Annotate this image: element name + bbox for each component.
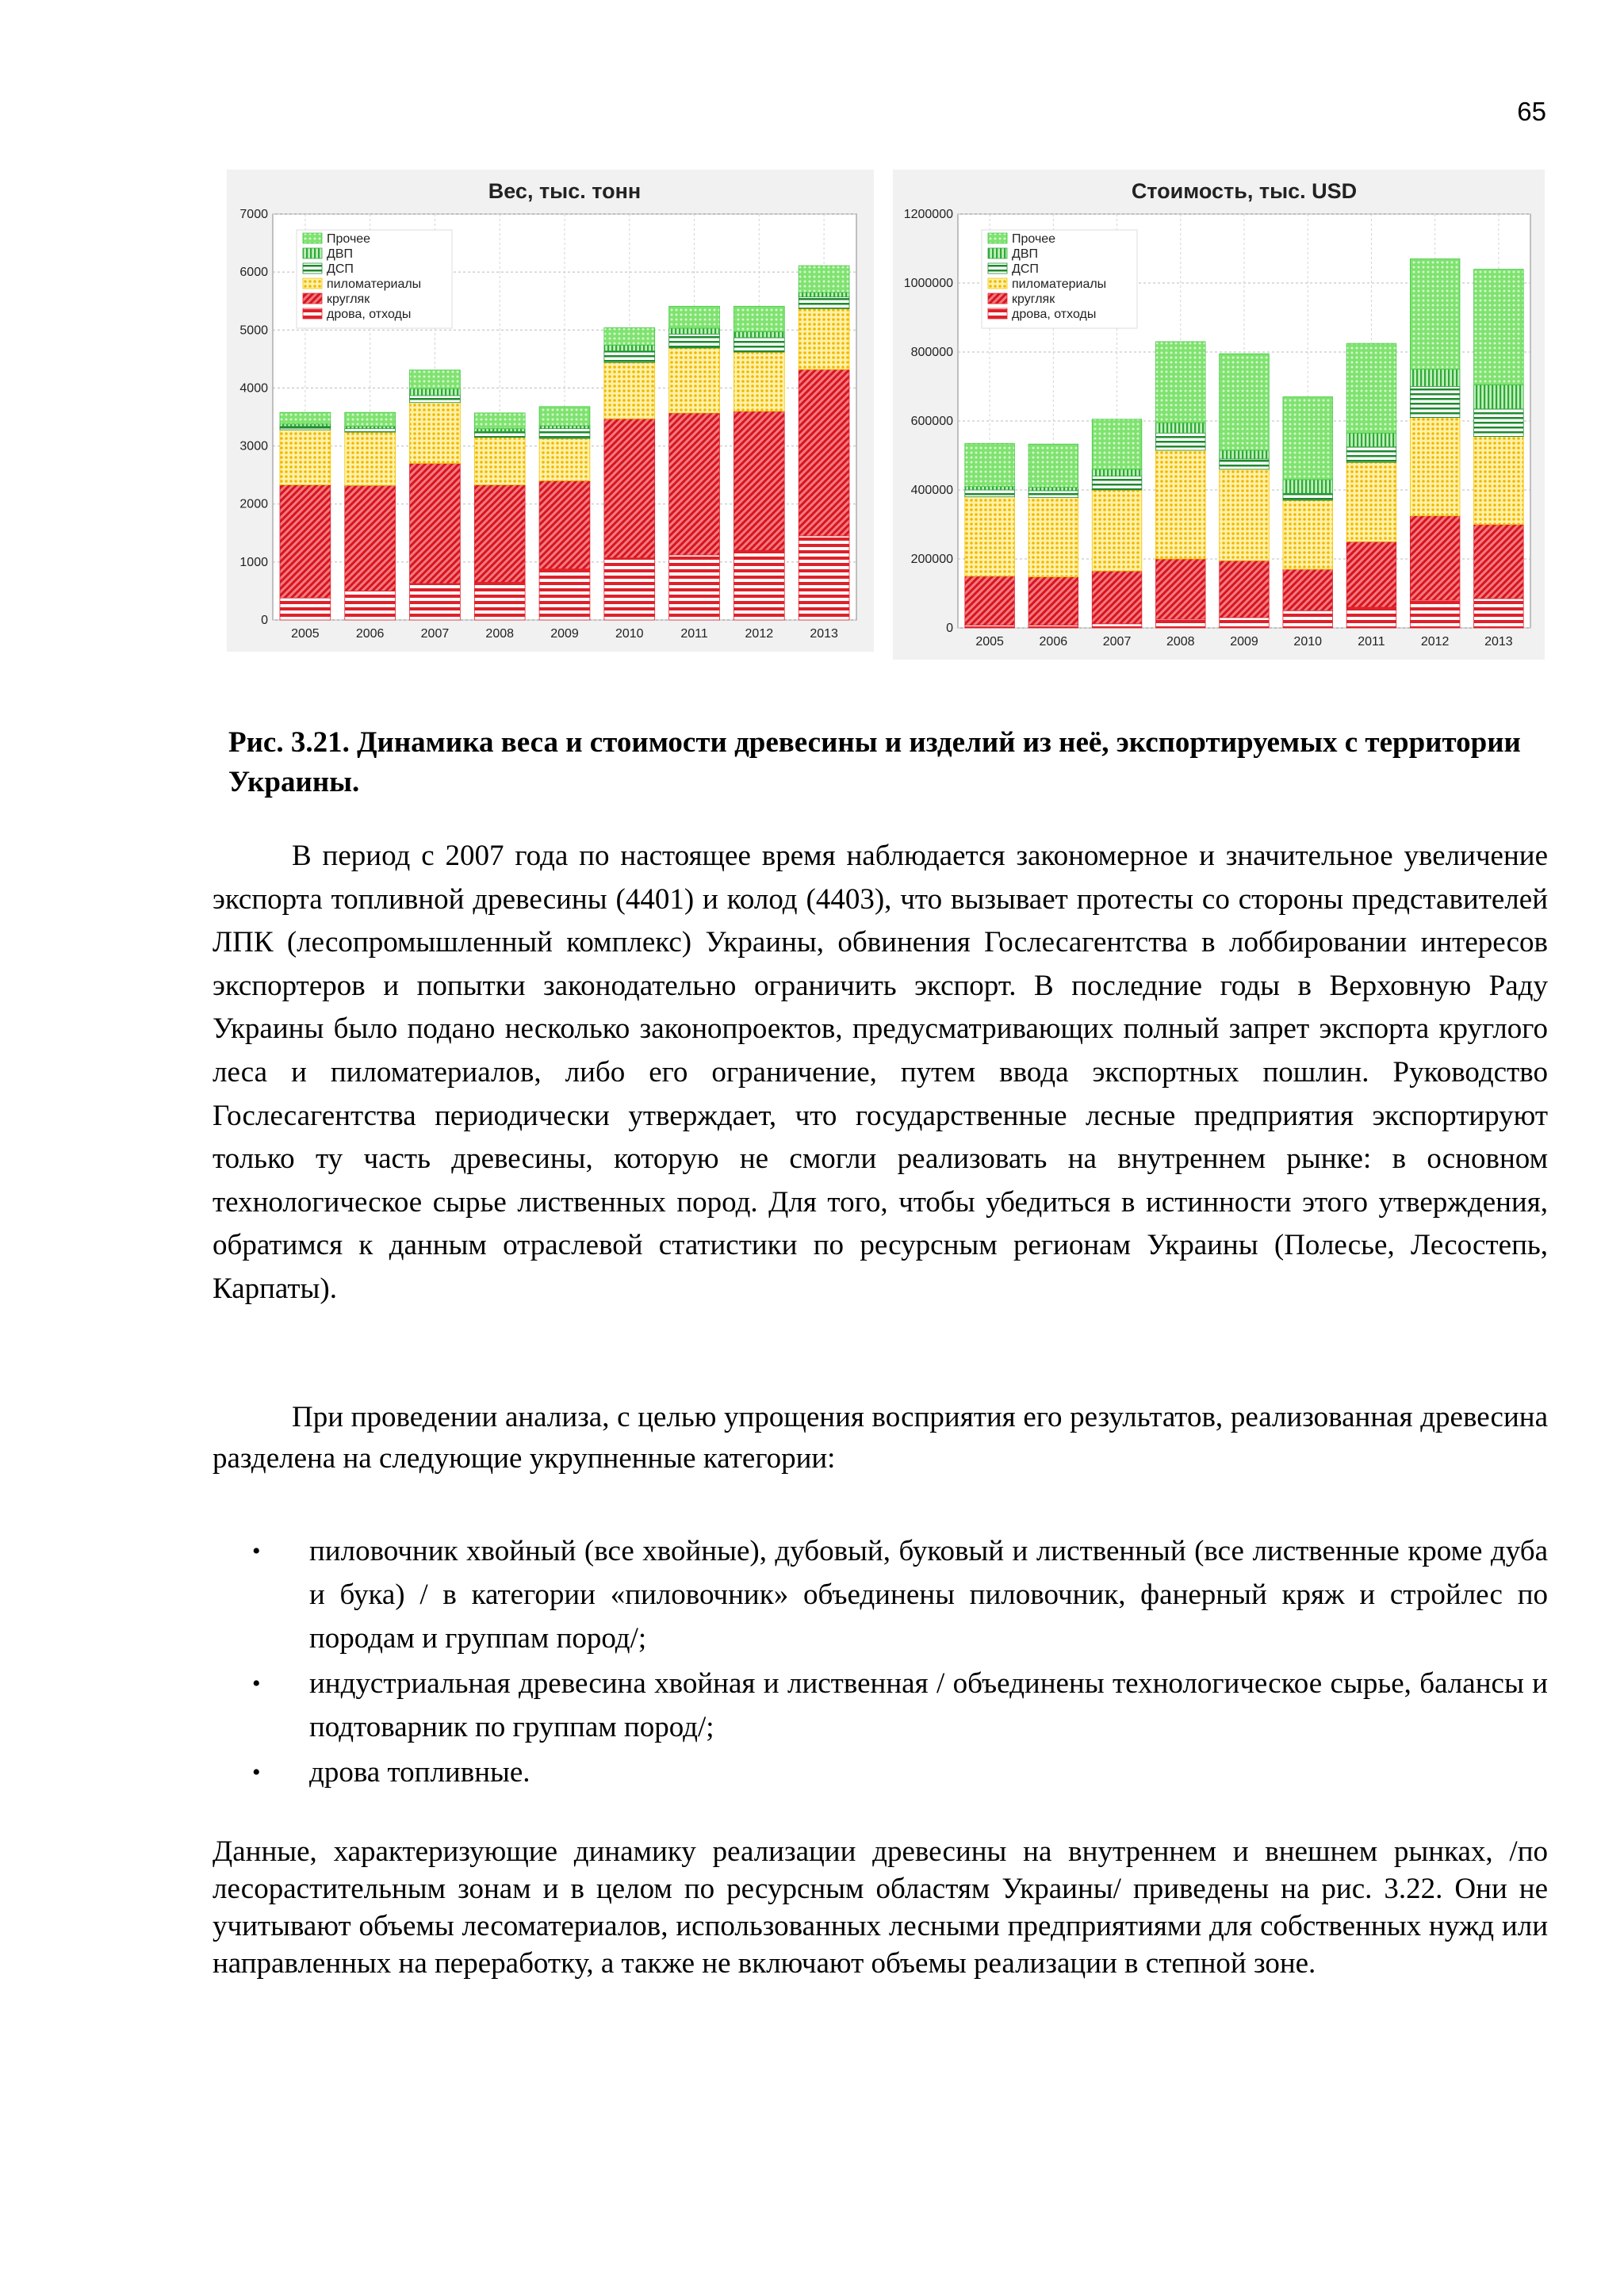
legend-label-дрова-отходы: дрова, отходы — [327, 308, 412, 321]
y-tick-label: 400000 — [910, 484, 953, 497]
bar-segment-прочее-2006 — [1028, 444, 1078, 487]
bar-segment-двп-2005 — [965, 487, 1015, 490]
list-item-text: пиловочник хвойный (все хвойные), дубовый, буковый и лиственный (все лиственные кроме дуба и бука) / в категории «пиловочник» объединены пиловочник, фанерный кряж и стройлес по породам и группам пород/; — [309, 1535, 1548, 1655]
paragraph-data-description: Данные, характеризующие динамику реализации древесины на внутреннем и внешнем рынках, /по лесорастительным зонам и в целом по ресурсным областям Украины/ приведены на рис. 3.22. Они не учитывают объемы лесоматериалов, использованных лесными предприятиями для собственных нужд или направленных на переработку, а также не включают объемы реализации в степной зоне. — [213, 1835, 1548, 1980]
bar-segment-кругляк-2013 — [799, 369, 849, 536]
bar-segment-двп-2008 — [1155, 423, 1205, 433]
bar-segment-двп-2009 — [539, 426, 590, 429]
x-tick-label: 2007 — [420, 627, 450, 641]
bar-segment-дсп-2012 — [733, 338, 784, 352]
bullet-marker: • — [252, 1670, 261, 1697]
list-item — [213, 1529, 1548, 1660]
bar-segment-кругляк-2012 — [1410, 516, 1460, 601]
legend-label-прочее: Прочее — [1012, 232, 1056, 246]
bar-segment-двп-2007 — [1092, 469, 1142, 476]
bar-segment-пиломатериалы-2010 — [604, 362, 655, 419]
bar-segment-прочее-2010 — [604, 327, 655, 345]
y-tick-label: 1200000 — [903, 208, 953, 221]
x-tick-label: 2009 — [1230, 635, 1258, 649]
y-tick-label: 5000 — [239, 323, 268, 338]
bar-segment-прочее-2007 — [410, 370, 461, 388]
bar-segment-пиломатериалы-2008 — [1155, 450, 1205, 559]
bar-segment-прочее-2010 — [1283, 397, 1333, 480]
x-tick-label: 2006 — [1039, 635, 1068, 649]
chart-title: Стоимость, тыс. USD — [1131, 179, 1358, 203]
bar-segment-кругляк-2009 — [1220, 561, 1270, 618]
bar-segment-дсп-2011 — [1346, 447, 1396, 463]
x-tick-label: 2005 — [291, 627, 320, 641]
bar-segment-дсп-2009 — [1220, 459, 1270, 469]
legend-swatch-дсп — [988, 263, 1007, 274]
legend-label-дсп: ДСП — [327, 262, 354, 276]
bar-segment-прочее-2005 — [280, 412, 331, 424]
bar-segment-кругляк-2007 — [410, 464, 461, 584]
bar-segment-прочее-2009 — [1220, 354, 1270, 450]
bar-segment-прочее-2013 — [799, 266, 849, 293]
bar-segment-прочее-2008 — [1155, 342, 1205, 423]
list-item-text: дрова топливные. — [309, 1756, 530, 1789]
legend-label-двп: ДВП — [327, 247, 354, 261]
x-tick-label: 2012 — [1420, 635, 1450, 649]
bar-segment-пиломатериалы-2012 — [1410, 418, 1460, 516]
bar-segment-дрова-отходы-2005 — [280, 598, 331, 620]
bar-segment-дсп-2013 — [799, 297, 849, 309]
bar-segment-кругляк-2009 — [539, 480, 590, 568]
bar-segment-дрова-отходы-2013 — [799, 536, 849, 620]
bar-segment-пиломатериалы-2005 — [965, 497, 1015, 576]
bar-segment-дрова-отходы-2011 — [1346, 607, 1396, 628]
x-tick-label: 2009 — [550, 627, 579, 641]
bar-segment-дрова-отходы-2012 — [733, 550, 784, 620]
bar-segment-двп-2005 — [280, 424, 331, 427]
bar-segment-двп-2009 — [1220, 450, 1270, 459]
bar-segment-дрова-отходы-2010 — [1283, 610, 1333, 628]
bar-segment-двп-2011 — [669, 328, 720, 334]
bar-segment-дсп-2011 — [669, 334, 720, 348]
bar-segment-прочее-2006 — [345, 412, 396, 427]
y-tick-label: 600000 — [910, 415, 953, 428]
bar-segment-пиломатериалы-2006 — [1028, 498, 1078, 577]
bar-segment-кругляк-2007 — [1092, 571, 1142, 624]
bar-segment-двп-2010 — [604, 345, 655, 350]
bar-segment-прочее-2008 — [474, 413, 525, 429]
bullet-marker: • — [252, 1538, 261, 1564]
bar-segment-пиломатериалы-2005 — [280, 430, 331, 484]
legend-swatch-прочее — [303, 233, 322, 243]
bar-segment-кругляк-2013 — [1474, 525, 1524, 599]
x-tick-label: 2008 — [485, 627, 515, 641]
y-tick-label: 7000 — [239, 208, 268, 221]
bar-segment-кругляк-2012 — [733, 411, 784, 551]
bar-segment-дсп-2010 — [604, 351, 655, 363]
x-tick-label: 2006 — [355, 627, 385, 641]
bar-segment-двп-2006 — [1028, 488, 1078, 491]
legend-label-дсп: ДСП — [1012, 262, 1039, 276]
bar-segment-кругляк-2010 — [1283, 569, 1333, 610]
bar-segment-пиломатериалы-2009 — [539, 438, 590, 480]
bar-segment-прочее-2012 — [733, 306, 784, 331]
bar-segment-дрова-отходы-2013 — [1474, 599, 1524, 628]
legend-swatch-пиломатериалы — [988, 278, 1007, 289]
x-tick-label: 2010 — [615, 627, 644, 641]
bar-segment-дрова-отходы-2006 — [1028, 626, 1078, 628]
bar-segment-кругляк-2008 — [474, 485, 525, 583]
legend-swatch-пиломатериалы — [303, 278, 322, 289]
x-tick-label: 2013 — [810, 627, 838, 641]
bar-segment-пиломатериалы-2013 — [1474, 437, 1524, 525]
y-tick-label: 0 — [261, 614, 268, 627]
bar-segment-прочее-2007 — [1092, 419, 1142, 469]
legend-label-пиломатериалы: пиломатериалы — [327, 277, 422, 291]
legend-label-пиломатериалы: пиломатериалы — [1012, 277, 1107, 291]
bar-segment-дсп-2005 — [965, 490, 1015, 497]
bar-segment-кругляк-2011 — [1346, 541, 1396, 607]
bar-segment-двп-2013 — [799, 293, 849, 297]
bar-segment-дрова-отходы-2005 — [965, 626, 1015, 628]
bar-segment-прочее-2012 — [1410, 259, 1460, 369]
bar-segment-двп-2013 — [1474, 385, 1524, 408]
legend-swatch-двп — [988, 248, 1007, 258]
list-item-text: индустриальная древесина хвойная и лиственная / объединены технологическое сырье, балансы и подтоварник по группам пород/; — [309, 1667, 1548, 1743]
y-tick-label: 3000 — [239, 439, 268, 453]
bar-segment-кругляк-2011 — [669, 413, 720, 555]
bar-segment-дрова-отходы-2009 — [539, 569, 590, 620]
bar-segment-прочее-2005 — [965, 443, 1015, 486]
bar-segment-пиломатериалы-2007 — [1092, 490, 1142, 571]
y-tick-label: 1000 — [239, 555, 268, 569]
chart-title: Вес, тыс. тонн — [488, 179, 642, 203]
x-tick-label: 2013 — [1484, 635, 1513, 649]
legend-label-кругляк: кругляк — [327, 293, 370, 306]
category-list — [213, 1529, 1548, 1796]
bar-segment-двп-2007 — [410, 388, 461, 396]
legend-swatch-дрова-отходы — [303, 308, 322, 319]
bar-segment-дсп-2013 — [1474, 409, 1524, 437]
bar-segment-кругляк-2005 — [965, 576, 1015, 626]
bar-segment-пиломатериалы-2008 — [474, 438, 525, 485]
x-tick-label: 2011 — [1358, 635, 1385, 649]
x-tick-label: 2011 — [680, 627, 708, 641]
chart-value — [893, 170, 1545, 660]
legend-label-прочее: Прочее — [327, 232, 371, 246]
bar-segment-дсп-2007 — [410, 396, 461, 403]
bar-segment-дсп-2010 — [1283, 493, 1333, 500]
bar-segment-дрова-отходы-2007 — [1092, 624, 1142, 628]
bar-segment-дрова-отходы-2006 — [345, 591, 396, 620]
bar-segment-пиломатериалы-2010 — [1283, 500, 1333, 569]
bar-segment-двп-2011 — [1346, 433, 1396, 446]
legend-label-двп: ДВП — [1012, 247, 1039, 261]
bar-segment-двп-2012 — [1410, 369, 1460, 387]
bar-segment-пиломатериалы-2011 — [669, 348, 720, 413]
bar-segment-кругляк-2008 — [1155, 559, 1205, 619]
bullet-marker: • — [252, 1759, 261, 1785]
y-tick-label: 2000 — [239, 497, 268, 511]
bar-segment-кругляк-2005 — [280, 485, 331, 599]
bar-segment-дрова-отходы-2011 — [669, 555, 720, 620]
bar-segment-кругляк-2010 — [604, 419, 655, 558]
bar-segment-пиломатериалы-2006 — [345, 432, 396, 485]
legend-label-кругляк: кругляк — [1012, 293, 1055, 306]
x-tick-label: 2007 — [1102, 635, 1132, 649]
bar-segment-двп-2012 — [733, 331, 784, 337]
y-tick-label: 800000 — [910, 346, 953, 359]
x-tick-label: 2012 — [745, 627, 774, 641]
chart-weight-svg — [227, 170, 874, 652]
bar-segment-пиломатериалы-2013 — [799, 308, 849, 369]
bar-segment-кругляк-2006 — [1028, 577, 1078, 626]
x-tick-label: 2005 — [975, 635, 1004, 649]
page-number: 65 — [1517, 97, 1546, 126]
bar-segment-дсп-2012 — [1410, 387, 1460, 418]
chart-value-svg — [893, 170, 1545, 660]
y-tick-label: 1000000 — [903, 277, 953, 290]
legend-swatch-кругляк — [303, 293, 322, 304]
bar-segment-дсп-2008 — [474, 431, 525, 437]
bar-segment-пиломатериалы-2011 — [1346, 462, 1396, 541]
paragraph-analysis-categories: При проведении анализа, с целью упрощения восприятия его результатов, реализованная древесина разделена на следующие укрупненные категории: — [213, 1401, 1548, 1475]
figure-caption: Рис. 3.21. Динамика веса и стоимости древесины и изделий из неё, экспортируемых с территории Украины. — [228, 726, 1521, 798]
legend-swatch-дрова-отходы — [988, 308, 1007, 319]
legend-swatch-прочее — [988, 233, 1007, 243]
bar-segment-кругляк-2006 — [345, 485, 396, 591]
bar-segment-дсп-2006 — [1028, 491, 1078, 498]
bar-segment-дсп-2005 — [280, 427, 331, 430]
y-tick-label: 0 — [946, 622, 953, 635]
bar-segment-прочее-2013 — [1474, 270, 1524, 385]
bar-segment-прочее-2011 — [1346, 343, 1396, 433]
bar-segment-дрова-отходы-2008 — [474, 582, 525, 620]
bar-segment-дсп-2007 — [1092, 476, 1142, 490]
bar-segment-дрова-отходы-2010 — [604, 558, 655, 620]
bar-segment-прочее-2009 — [539, 407, 590, 426]
bar-segment-дрова-отходы-2008 — [1155, 619, 1205, 628]
legend-label-дрова-отходы: дрова, отходы — [1012, 308, 1097, 321]
legend-swatch-дсп — [303, 263, 322, 274]
list-item — [213, 1662, 1548, 1749]
x-tick-label: 2010 — [1293, 635, 1323, 649]
paragraph-export-growth: В период с 2007 года по настоящее время наблюдается закономерное и значительное увеличение экспорта топливной древесины (4401) и колод (4403), что вызывает протесты со стороны представителей ЛПК (лесопромышленный комплекс) Украины, обвинения Гослесагентства в лоббировании интересов экспортеров и попытки законодательно ограничить экспорт. В последние годы в Верховную Раду Украины было подано несколько законопроектов, предусматривающих полный запрет экспорта круглого леса и пиломатериалов, либо его ограничение, путем ввода экспортных пошлин. Руководство Гослесагентства периодически утверждает, что государственные лесные предприятия экспортируют только ту часть древесины, которую не смогли реализовать на внутреннем рынке: в основном технологическое сырье лиственных пород. Для того, чтобы убедиться в истинности этого утверждения, обратимся к данным отраслевой статистики по ресурсным регионам Украины (Полесье, Лесостепь, Карпаты). — [213, 840, 1548, 1305]
x-tick-label: 2008 — [1166, 635, 1195, 649]
y-tick-label: 6000 — [239, 266, 268, 280]
bar-segment-пиломатериалы-2012 — [733, 352, 784, 411]
y-tick-label: 200000 — [910, 553, 953, 566]
bar-segment-дрова-отходы-2012 — [1410, 600, 1460, 628]
bar-segment-двп-2008 — [474, 429, 525, 432]
bar-segment-прочее-2011 — [669, 306, 720, 328]
bar-segment-двп-2010 — [1283, 480, 1333, 493]
legend-swatch-кругляк — [988, 293, 1007, 304]
bar-segment-дрова-отходы-2009 — [1220, 618, 1270, 628]
bar-segment-дсп-2006 — [345, 429, 396, 432]
bar-segment-дсп-2008 — [1155, 433, 1205, 450]
legend-swatch-двп — [303, 248, 322, 258]
bar-segment-двп-2006 — [345, 427, 396, 429]
chart-weight — [227, 170, 874, 652]
bar-segment-пиломатериалы-2007 — [410, 403, 461, 464]
bar-segment-дрова-отходы-2007 — [410, 584, 461, 620]
y-tick-label: 4000 — [239, 381, 268, 396]
bar-segment-дсп-2009 — [539, 429, 590, 438]
bar-segment-пиломатериалы-2009 — [1220, 469, 1270, 561]
list-item — [213, 1751, 1548, 1794]
